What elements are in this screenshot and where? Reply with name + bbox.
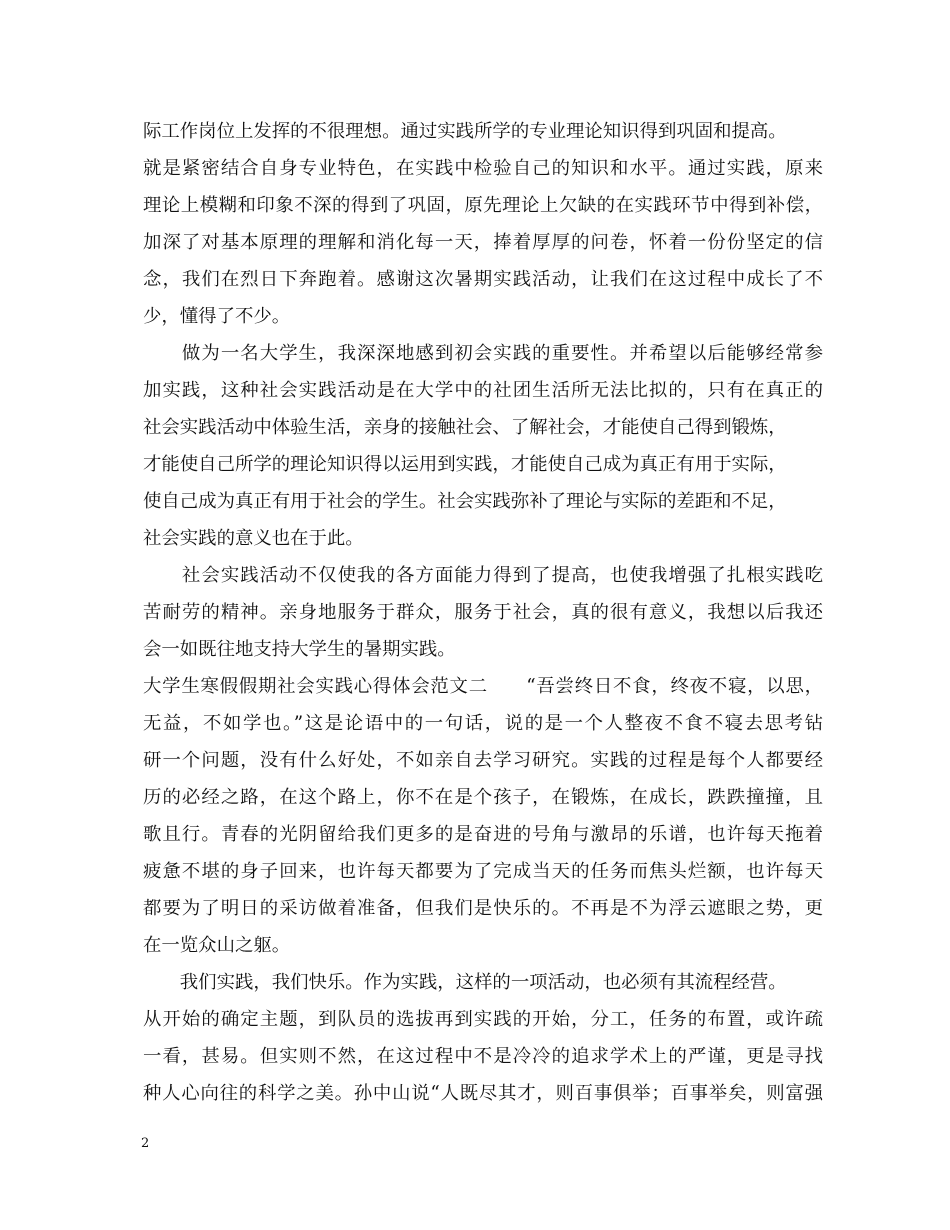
text-line: 社会实践活动不仅使我的各方面能力得到了提高，也使我增强了扎根实践吃 xyxy=(143,565,823,586)
text-line: 少，懂得了不少。 xyxy=(143,306,291,327)
text-line: 做为一名大学生，我深深地感到初会实践的重要性。并希望以后能够经常参 xyxy=(143,343,823,364)
text-line: 社会实践的意义也在于此。 xyxy=(143,528,364,549)
text-line: 都要为了明日的采访做着准备，但我们是快乐的。不再是不为浮云遮眼之势，更 xyxy=(143,898,823,919)
text-line: 从开始的确定主题，到队员的选拔再到实践的开始，分工，任务的布置，或许疏 xyxy=(143,1009,823,1030)
text-line: 在一览众山之躯。 xyxy=(143,935,291,956)
text-line: 会一如既往地支持大学生的暑期实践。 xyxy=(143,639,456,660)
text-line: 加深了对基本原理的理解和消化每一天，捧着厚厚的问卷，怀着一份份坚定的信 xyxy=(143,232,823,253)
text-line: 就是紧密结合自身专业特色，在实践中检验自己的知识和水平。通过实践，原来 xyxy=(143,158,823,179)
text-line: 历的必经之路，在这个路上，你不在是个孩子，在锻炼，在成长，跌跌撞撞，且 xyxy=(143,787,823,808)
text-line: 种人心向往的科学之美。孙中山说“人既尽其才，则百事俱举；百事举矣，则富强 xyxy=(143,1083,823,1104)
text-line: 大学生寒假假期社会实践心得体会范文二 “吾尝终日不食，终夜不寝，以思， xyxy=(143,676,823,697)
text-line: 我们实践，我们快乐。作为实践，这样的一项活动，也必须有其流程经营。 xyxy=(143,972,787,993)
text-line: 一看，甚易。但实则不然，在这过程中不是冷冷的追求学术上的严谨，更是寻找 xyxy=(143,1046,823,1067)
page-number: 2 xyxy=(141,1136,150,1151)
text-line: 苦耐劳的精神。亲身地服务于群众，服务于社会，真的很有意义，我想以后我还 xyxy=(143,602,823,623)
text-line: 研一个问题，没有什么好处，不如亲自去学习研究。实践的过程是每个人都要经 xyxy=(143,750,823,771)
text-line: 使自己成为真正有用于社会的学生。社会实践弥补了理论与实际的差距和不足， xyxy=(143,491,787,512)
text-line: 才能使自己所学的理论知识得以运用到实践，才能使自己成为真正有用于实际， xyxy=(143,454,787,475)
text-line: 际工作岗位上发挥的不很理想。通过实践所学的专业理论知识得到巩固和提高。 xyxy=(143,121,787,142)
text-line: 社会实践活动中体验生活，亲身的接触社会、了解社会，才能使自己得到锻炼， xyxy=(143,417,787,438)
body-text xyxy=(143,113,823,1112)
text-line: 理论上模糊和印象不深的得到了巩固，原先理论上欠缺的在实践环节中得到补偿， xyxy=(143,195,823,216)
text-line: 疲惫不堪的身子回来，也许每天都要为了完成当天的任务而焦头烂额，也许每天 xyxy=(143,861,823,882)
text-line: 念，我们在烈日下奔跑着。感谢这次暑期实践活动，让我们在这过程中成长了不 xyxy=(143,269,823,290)
text-line: 歌且行。青春的光阴留给我们更多的是奋进的号角与激昂的乐谱，也许每天拖着 xyxy=(143,824,823,845)
text-line: 无益，不如学也。”这是论语中的一句话，说的是一个人整夜不食不寝去思考钻 xyxy=(143,713,823,734)
text-line: 加实践，这种社会实践活动是在大学中的社团生活所无法比拟的，只有在真正的 xyxy=(143,380,823,401)
